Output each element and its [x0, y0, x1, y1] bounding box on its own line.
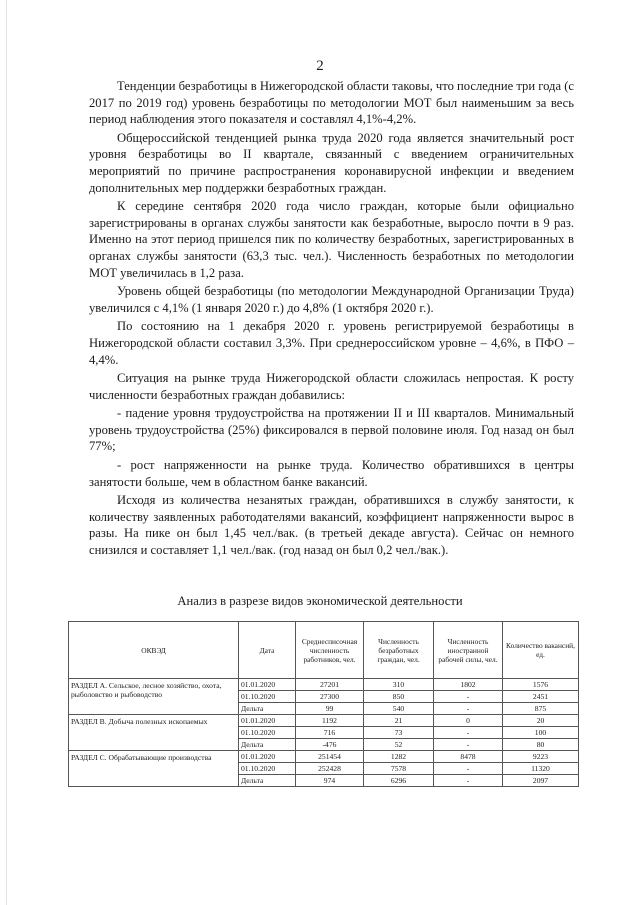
cell-value: 100	[503, 727, 579, 739]
header-avg-employees: Среднесписочная численность работников, чел.	[296, 622, 364, 679]
paragraph: - рост напряженности на рынке труда. Количество обратившихся в центры занятости больше, чем в областном банке вакансий.	[89, 458, 574, 489]
cell-value: 252428	[296, 763, 364, 775]
cell-value: 0	[434, 715, 503, 727]
paragraph: К середине сентября 2020 года число граждан, которые были официально зарегистрированы в органах службы занятости как безработные, выросло почти в 9 раз. Именно на этот период пришелся пик по количеству безработных, зарегистрированных в органах службы занятости (63,3 тыс. чел.). Численность безработных по методологии МОТ увеличилась в 1,2 раза.	[89, 199, 574, 280]
page-number: 2	[316, 58, 324, 74]
cell-value: -	[434, 739, 503, 751]
cell-value: 251454	[296, 751, 364, 763]
cell-date: 01.01.2020	[239, 715, 296, 727]
header-foreign-workers: Численность иностранной рабочей силы, чел.	[434, 622, 503, 679]
cell-value: 73	[364, 727, 434, 739]
cell-value: 540	[364, 703, 434, 715]
paragraph: Тенденции безработицы в Нижегородской области таковы, что последние три года (с 2017 по 2019 год) уровень безработицы по методологии МОТ был наименьшим за весь период наблюдения этого показателя и составлял 4,1%-4,2%.	[89, 79, 574, 127]
cell-value: 310	[364, 679, 434, 691]
cell-value: 974	[296, 775, 364, 787]
cell-value: 21	[364, 715, 434, 727]
cell-date: 01.01.2020	[239, 751, 296, 763]
table-row	[69, 715, 579, 727]
cell-value: 7578	[364, 763, 434, 775]
cell-value: 27201	[296, 679, 364, 691]
cell-value: -	[434, 691, 503, 703]
paragraph: По состоянию на 1 декабря 2020 г. уровень регистрируемой безработицы в Нижегородской области составил 3,3%. При среднероссийском уровне – 4,6%, в ПФО – 4,4%.	[89, 319, 574, 367]
cell-value: 20	[503, 715, 579, 727]
section-name: РАЗДЕЛ B. Добыча полезных ископаемых	[69, 715, 239, 751]
cell-value: 6296	[364, 775, 434, 787]
header-vacancies: Количество вакансий, ед.	[503, 622, 579, 679]
cell-date: Дельта	[239, 775, 296, 787]
table-header-row	[69, 622, 579, 679]
cell-value: 1802	[434, 679, 503, 691]
header-okved: ОКВЭД	[69, 622, 239, 679]
cell-value: -	[434, 763, 503, 775]
paragraph: Общероссийской тенденцией рынка труда 2020 года является значительный рост уровня безработицы во II квартале, связанный с введением ограничительных мероприятий по причине распространения коронавирусной инфекции и введением дополнительных мер поддержки безработных граждан.	[89, 130, 574, 195]
cell-date: 01.10.2020	[239, 691, 296, 703]
table-row	[69, 751, 579, 763]
cell-value: 11320	[503, 763, 579, 775]
header-date: Дата	[239, 622, 296, 679]
cell-value: 80	[503, 739, 579, 751]
cell-value: 875	[503, 703, 579, 715]
cell-date: 01.01.2020	[239, 679, 296, 691]
cell-value: 716	[296, 727, 364, 739]
cell-value: -476	[296, 739, 364, 751]
body-text	[89, 78, 574, 561]
scan-edge-line	[6, 0, 7, 905]
cell-value: 850	[364, 691, 434, 703]
cell-value: 1576	[503, 679, 579, 691]
header-unemployed: Численность безработных граждан, чел.	[364, 622, 434, 679]
paragraph: Ситуация на рынке труда Нижегородской области сложилась непростая. К росту численности безработных граждан добавились:	[89, 371, 574, 402]
paragraph: - падение уровня трудоустройства на протяжении II и III кварталов. Минимальный уровень трудоустройства (25%) фиксировался в первой половине июля. Год назад он был 77%;	[89, 406, 574, 454]
cell-date: Дельта	[239, 703, 296, 715]
cell-date: 01.10.2020	[239, 763, 296, 775]
paragraph: Уровень общей безработицы (по методологии Международной Организации Труда) увеличился с 4,1% (1 января 2020 г.) до 4,8% (1 октября 2020 г.).	[89, 284, 574, 315]
cell-value: 8478	[434, 751, 503, 763]
cell-value: -	[434, 775, 503, 787]
cell-value: -	[434, 703, 503, 715]
cell-date: Дельта	[239, 739, 296, 751]
section-name: РАЗДЕЛ А. Сельское, лесное хозяйство, охота, рыболовство и рыбоводство	[69, 679, 239, 715]
cell-value: 2451	[503, 691, 579, 703]
cell-value: 27300	[296, 691, 364, 703]
cell-value: -	[434, 727, 503, 739]
cell-value: 99	[296, 703, 364, 715]
cell-date: 01.10.2020	[239, 727, 296, 739]
cell-value: 1282	[364, 751, 434, 763]
table-caption: Анализ в разрезе видов экономической деятельности	[177, 594, 463, 608]
section-name: РАЗДЕЛ C. Обрабатывающие производства	[69, 751, 239, 787]
table-row	[69, 679, 579, 691]
cell-value: 2097	[503, 775, 579, 787]
cell-value: 1192	[296, 715, 364, 727]
okved-table	[68, 621, 579, 787]
cell-value: 9223	[503, 751, 579, 763]
paragraph: Исходя из количества незанятых граждан, обратившихся в службу занятости, к количеству заявленных работодателями вакансий, коэффициент напряженности вырос в разы. На пике он был 1,45 чел./вак. (в третьей декаде августа). Сейчас он немного снизился и составляет 1,1 чел./вак. (год назад он был 0,2 чел./вак.).	[89, 493, 574, 558]
cell-value: 52	[364, 739, 434, 751]
